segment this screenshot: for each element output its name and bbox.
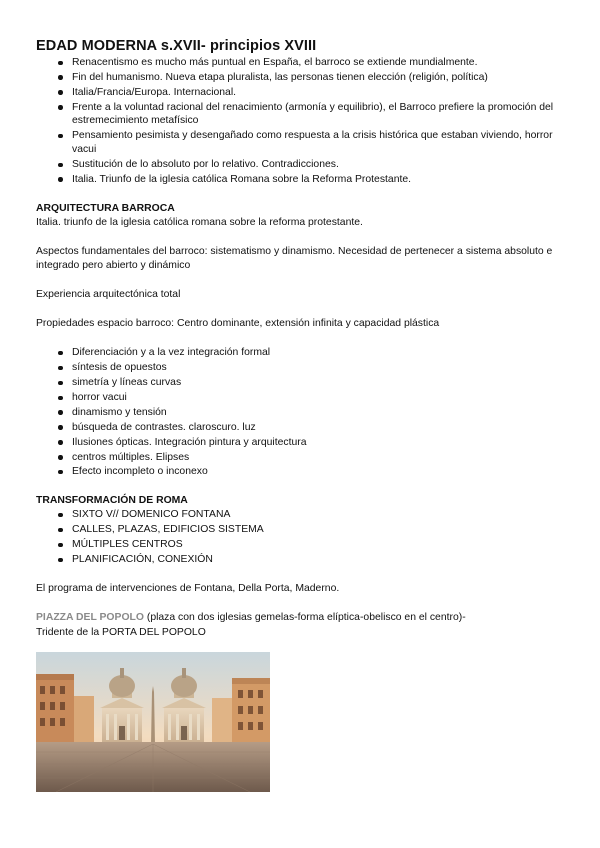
programa-paragraph: El programa de intervenciones de Fontana, Della Porta, Maderno. xyxy=(36,583,340,595)
intro-bullet-list xyxy=(36,56,576,187)
list-item: Renacentismo es mucho más puntual en España, el barroco se extiende mundialmente. xyxy=(72,56,576,70)
roma-heading: TRANSFORMACIÓN DE ROMA xyxy=(36,495,188,507)
list-item: PLANIFICACIÓN, CONEXIÓN xyxy=(72,553,576,567)
piazza-line2: Tridente de la PORTA DEL POPOLO xyxy=(36,626,206,638)
document-page xyxy=(36,38,576,640)
roma-bullet-list xyxy=(36,508,576,566)
arquitectura-heading: ARQUITECTURA BARROCA xyxy=(36,202,175,214)
list-item: simetría y líneas curvas xyxy=(72,376,576,390)
list-item: SIXTO V// DOMENICO FONTANA xyxy=(72,508,576,522)
piazza-description: (plaza con dos iglesias gemelas-forma elíptica-obelisco en el centro)- xyxy=(143,612,466,624)
arquitectura-line: Italia. triunfo de la iglesia católica romana sobre la reforma protestante. xyxy=(36,216,363,228)
piazza-title: PIAZZA DEL POPOLO xyxy=(36,612,144,624)
list-item: Diferenciación y a la vez integración formal xyxy=(72,346,576,360)
propiedades-paragraph: Propiedades espacio barroco: Centro dominante, extensión infinita y capacidad plástica xyxy=(36,318,440,330)
experiencia-paragraph: Experiencia arquitectónica total xyxy=(36,289,181,301)
aspectos-paragraph: Aspectos fundamentales del barroco: sistematismo y dinamismo. Necesidad de pertenecer a sistema absoluto e integrado pero abierto y dinámico xyxy=(36,245,553,272)
list-item: centros múltiples. Elipses xyxy=(72,451,576,465)
list-item: horror vacui xyxy=(72,391,576,405)
list-item: Italia. Triunfo de la iglesia católica Romana sobre la Reforma Protestante. xyxy=(72,173,576,187)
list-item: Italia/Francia/Europa. Internacional. xyxy=(72,86,576,100)
list-item: Sustitución de lo absoluto por lo relativo. Contradicciones. xyxy=(72,158,576,172)
list-item: Fin del humanismo. Nueva etapa pluralista, las personas tienen elección (religión, política) xyxy=(72,71,576,85)
document-title: EDAD MODERNA s.XVII- principios XVIII xyxy=(36,38,317,54)
arquitectura-bullet-list xyxy=(36,346,576,479)
list-item: búsqueda de contrastes. claroscuro. luz xyxy=(72,421,576,435)
list-item: CALLES, PLAZAS, EDIFICIOS SISTEMA xyxy=(72,523,576,537)
list-item: Frente a la voluntad racional del renacimiento (armonía y equilibrio), el Barroco prefiere la promoción del estremecimiento metafísico xyxy=(72,101,576,129)
list-item: MÚLTIPLES CENTROS xyxy=(72,538,576,552)
list-item: Efecto incompleto o inconexo xyxy=(72,465,576,479)
list-item: dinamismo y tensión xyxy=(72,406,576,420)
list-item: síntesis de opuestos xyxy=(72,361,576,375)
piazza-paragraph xyxy=(36,611,576,626)
piazza-del-popolo-photo xyxy=(36,652,270,792)
list-item: Pensamiento pesimista y desengañado como respuesta a la crisis histórica que estaban viviendo, horror vacui xyxy=(72,129,576,157)
list-item: Ilusiones ópticas. Integración pintura y arquitectura xyxy=(72,436,576,450)
